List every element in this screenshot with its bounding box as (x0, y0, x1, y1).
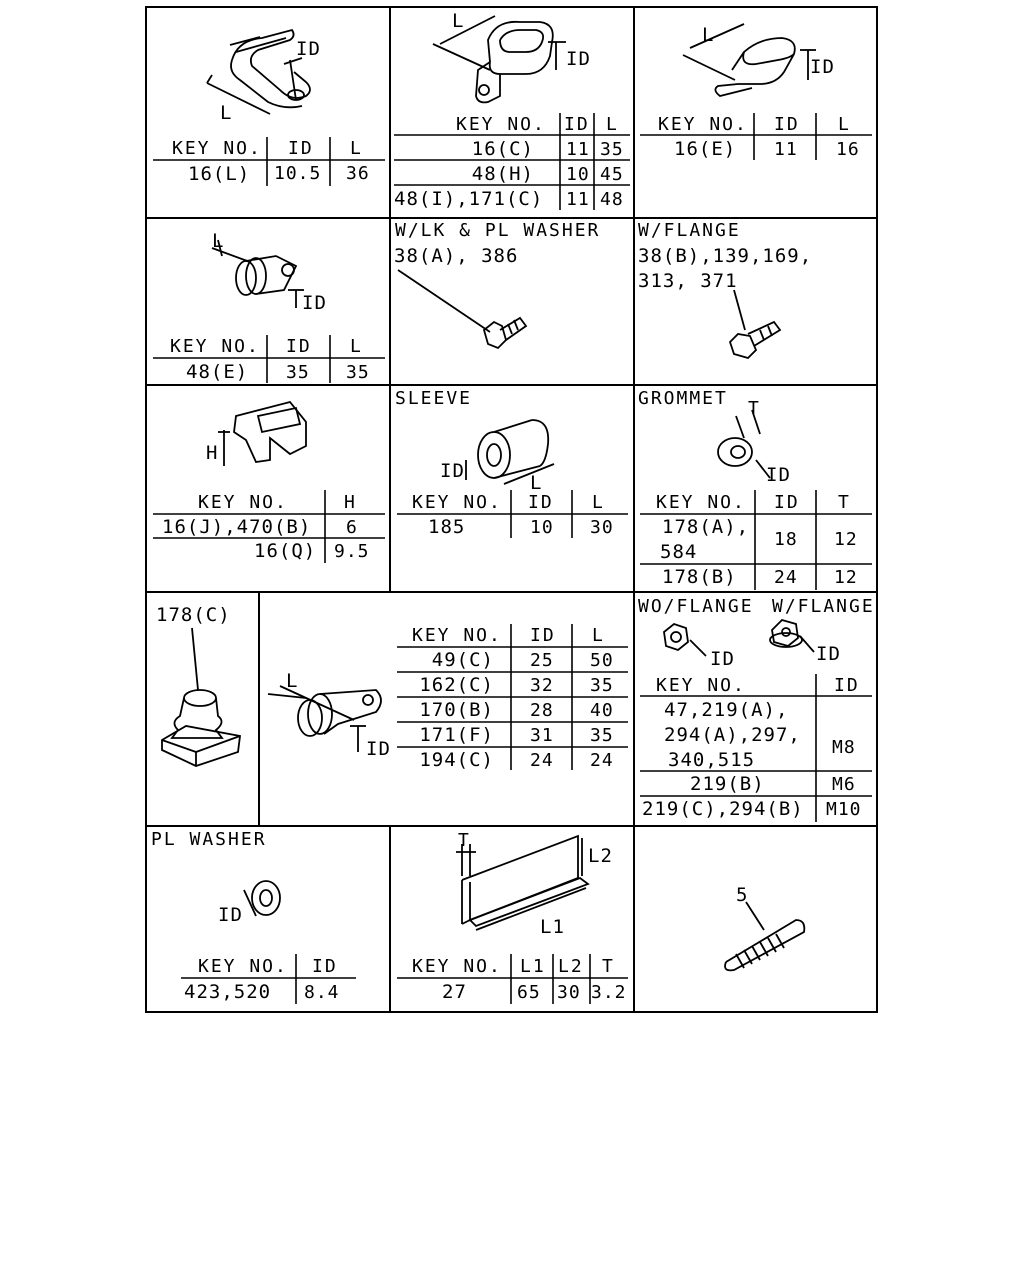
clip-nut-drawing (218, 402, 306, 466)
hdr-key: KEY NO. (656, 492, 746, 513)
rubber-boot-drawing (162, 628, 240, 766)
dim-id: ID (566, 48, 591, 70)
key-label: 5 (736, 884, 749, 906)
hdr-id: ID (834, 675, 860, 696)
row-key-line2: 584 (660, 541, 698, 563)
row-id: 24 (530, 750, 554, 771)
row-key: 219(C),294(B) (642, 798, 804, 820)
row-key: 27 (442, 981, 467, 1003)
row-id: 10 (566, 164, 590, 185)
hdr-h: H (344, 492, 357, 513)
hdr-l: L (592, 492, 605, 513)
row-l: 45 (600, 164, 624, 185)
row-id: 31 (530, 725, 554, 746)
dim-l1: L1 (540, 916, 565, 938)
dim-id: ID (296, 38, 321, 60)
cell-title: W/FLANGE (638, 220, 741, 241)
row-key-line1: 178(A), (662, 516, 750, 538)
cell-title: PL WASHER (151, 829, 267, 850)
row-id: 35 (286, 362, 310, 383)
row-id: 11 (566, 189, 590, 210)
w-flange-title: W/FLANGE (772, 596, 875, 617)
row-key: 423,520 (184, 981, 272, 1003)
row-key: 16(J),470(B) (162, 516, 312, 538)
hdr-t: T (602, 956, 615, 977)
wo-flange-title: WO/FLANGE (638, 596, 754, 617)
hdr-key: KEY NO. (412, 492, 502, 513)
row-key: 48(H) (471, 163, 534, 185)
flange-bolt-drawing (730, 290, 780, 358)
hdr-key: KEY NO. (658, 114, 748, 135)
row-id: M6 (832, 774, 856, 795)
row-id: 11 (566, 139, 590, 160)
key-label: 178(C) (156, 604, 231, 626)
cell-title: W/LK & PL WASHER (395, 220, 601, 241)
row-key: 16(C) (471, 138, 534, 160)
dim-l: L (220, 102, 233, 124)
row-id: 10.5 (274, 163, 322, 184)
nuts-drawing (664, 620, 814, 656)
row-key-line3: 340,515 (668, 749, 756, 771)
dim-t: T (458, 830, 470, 851)
hdr-id: ID (528, 492, 554, 513)
row-key: 178(B) (662, 566, 737, 588)
plate-drawing (456, 836, 588, 930)
row-key: 48(E) (186, 361, 249, 383)
key-list: 38(A), 386 (394, 245, 519, 267)
row-key: 171(F) (419, 724, 494, 746)
dim-h: H (206, 442, 219, 464)
cushion-clip-drawing (212, 240, 304, 308)
dim-id: ID (766, 464, 791, 486)
row-l: 16 (836, 139, 860, 160)
key-list-line1: 38(B),139,169, (638, 245, 813, 267)
dim-l: L (212, 230, 225, 252)
row-key: 48(I),171(C) (394, 188, 544, 210)
row-id: 28 (530, 700, 554, 721)
dim-l2: L2 (588, 845, 613, 867)
row-l: 35 (590, 675, 614, 696)
hdr-key: KEY NO. (172, 138, 262, 159)
row-l: 48 (600, 189, 624, 210)
hdr-id: ID (530, 625, 556, 646)
stud-bolt-drawing (725, 902, 804, 970)
row-l1: 65 (517, 982, 541, 1003)
row-t: 12 (834, 529, 858, 550)
row-key: 49(C) (431, 649, 494, 671)
dim-id: ID (816, 643, 841, 665)
row-id: 8.4 (304, 982, 340, 1003)
row-h: 6 (346, 517, 358, 538)
dim-l: L (452, 10, 465, 32)
clamp-bracket-drawing (268, 686, 381, 752)
bolt-lock-washer-drawing (398, 270, 526, 348)
hdr-id: ID (774, 114, 800, 135)
grommet-drawing (718, 410, 770, 478)
hdr-l: L (350, 138, 363, 159)
hdr-l: L (838, 114, 851, 135)
cell-title: GROMMET (638, 388, 728, 409)
hdr-id: ID (286, 336, 312, 357)
hdr-t: T (838, 492, 851, 513)
row-key: 16(Q) (254, 540, 317, 562)
row-id: 32 (530, 675, 554, 696)
row-l: 30 (590, 517, 614, 538)
dim-l: L (286, 670, 299, 692)
key-list-line2: 313, 371 (638, 270, 738, 292)
row-l: 35 (600, 139, 624, 160)
hdr-key: KEY NO. (170, 336, 260, 357)
hdr-l1: L1 (520, 956, 546, 977)
dim-id: ID (302, 292, 327, 314)
row-key: 194(C) (419, 749, 494, 771)
row-id: 18 (774, 529, 798, 550)
hdr-key: KEY NO. (456, 114, 546, 135)
row-key-line2: 294(A),297, (664, 724, 801, 746)
hdr-key: KEY NO. (656, 675, 746, 696)
row-key: 219(B) (690, 773, 765, 795)
dim-l: L (702, 24, 715, 46)
row-id: 11 (774, 139, 798, 160)
hdr-key: KEY NO. (412, 625, 502, 646)
hdr-l2: L2 (558, 956, 584, 977)
row-id: 25 (530, 650, 554, 671)
row-l: 35 (346, 362, 370, 383)
hdr-id: ID (312, 956, 338, 977)
row-key: 185 (428, 516, 466, 538)
hdr-id: ID (774, 492, 800, 513)
row-t: 12 (834, 567, 858, 588)
row-key: 16(E) (674, 138, 737, 160)
row-id: 10 (530, 517, 554, 538)
row-l: 40 (590, 700, 614, 721)
row-l: 50 (590, 650, 614, 671)
dim-id: ID (710, 648, 735, 670)
row-key: 162(C) (419, 674, 494, 696)
row-id: 24 (774, 567, 798, 588)
row-t: 3.2 (591, 982, 627, 1003)
row-key: 170(B) (419, 699, 494, 721)
hdr-key: KEY NO. (198, 956, 288, 977)
row-l: 35 (590, 725, 614, 746)
dim-id: ID (810, 56, 835, 78)
row-key: 16(L) (188, 163, 251, 185)
cell-title: SLEEVE (395, 388, 473, 409)
row-l: 36 (346, 163, 370, 184)
row-id: M10 (826, 799, 862, 820)
row-l: 24 (590, 750, 614, 771)
plain-washer-drawing (244, 881, 280, 916)
dim-l: L (530, 472, 543, 494)
hdr-l: L (606, 114, 619, 135)
row-key-line1: 47,219(A), (664, 699, 789, 721)
hdr-id: ID (288, 138, 314, 159)
hdr-key: KEY NO. (198, 492, 288, 513)
row-l2: 30 (557, 982, 581, 1003)
dim-id: ID (366, 738, 391, 760)
dim-t: T (748, 398, 760, 419)
hdr-id: ID (564, 114, 590, 135)
hdr-l: L (592, 625, 605, 646)
dim-id: ID (440, 460, 465, 482)
row-id: M8 (832, 737, 856, 758)
row-h: 9.5 (334, 541, 370, 562)
hdr-key: KEY NO. (412, 956, 502, 977)
dim-id: ID (218, 904, 243, 926)
hdr-l: L (350, 336, 363, 357)
